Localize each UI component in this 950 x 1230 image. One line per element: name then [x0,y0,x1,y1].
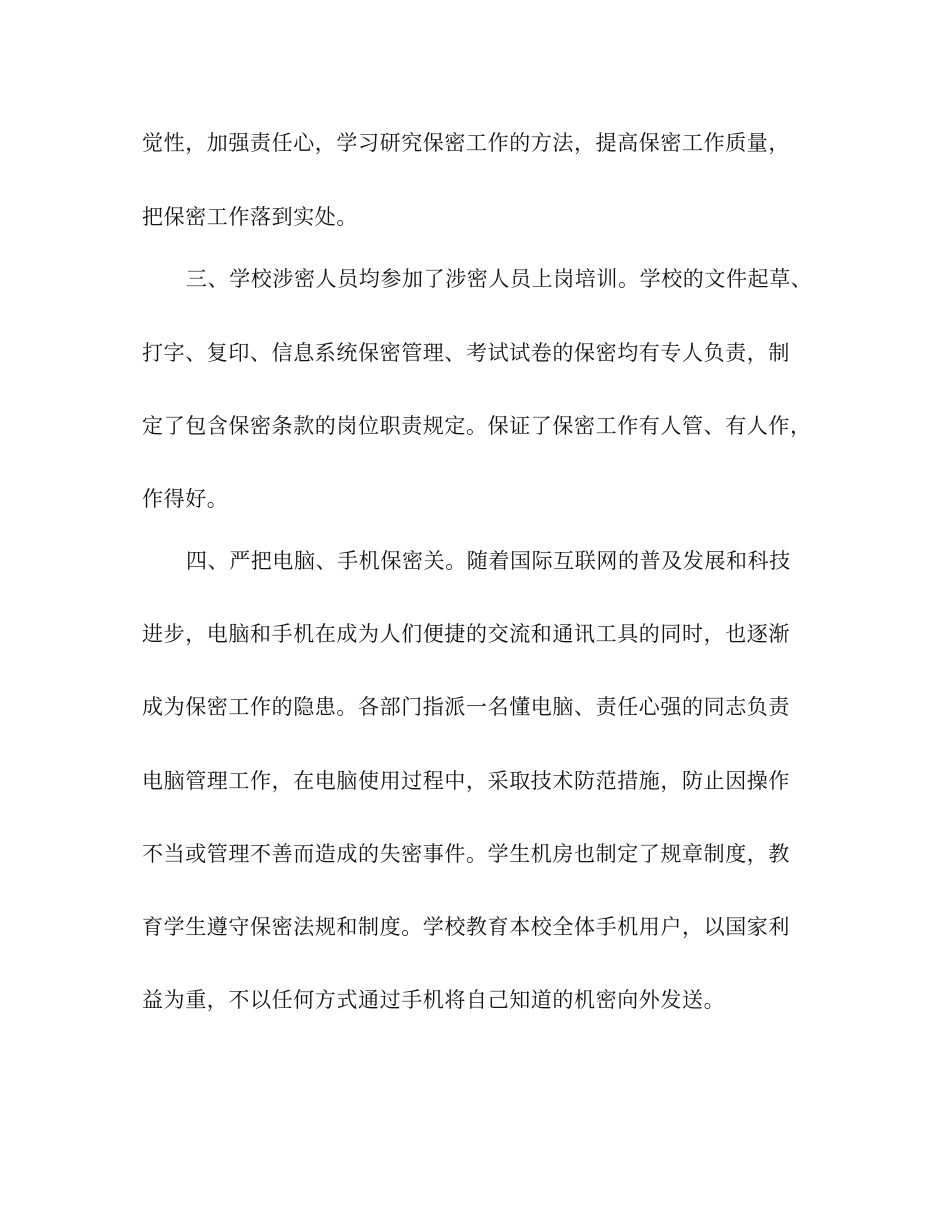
paragraph-line: 育学生遵守保密法规和制度。学校教育本校全体手机用户，以国家利 [142,915,790,939]
paragraph-line: 益为重，不以任何方式通过手机将自己知道的机密向外发送。 [142,988,726,1012]
paragraph-line: 四、严把电脑、手机保密关。随着国际互联网的普及发展和科技 [186,549,791,573]
paragraph-line: 不当或管理不善而造成的失密事件。学生机房也制定了规章制度，教 [142,842,790,866]
paragraph-line: 三、学校涉密人员均参加了涉密人员上岗培训。学校的文件起草、 [186,267,813,291]
paragraph-line: 电脑管理工作，在电脑使用过程中，采取技术防范措施，防止因操作 [142,769,790,793]
paragraph-line: 打字、复印、信息系统保密管理、考试试卷的保密均有专人负责，制 [142,341,790,365]
paragraph-line: 作得好。 [142,487,229,511]
paragraph-line: 觉性，加强责任心，学习研究保密工作的方法，提高保密工作质量， [142,131,790,155]
paragraph-line: 成为保密工作的隐患。各部门指派一名懂电脑、责任心强的同志负责 [142,695,790,719]
paragraph-line: 进步，电脑和手机在成为人们便捷的交流和通讯工具的同时，也逐渐 [142,622,790,646]
paragraph-line: 定了包含保密条款的岗位职责规定。保证了保密工作有人管、有人作， [142,414,812,438]
paragraph-line: 把保密工作落到实处。 [142,205,358,229]
